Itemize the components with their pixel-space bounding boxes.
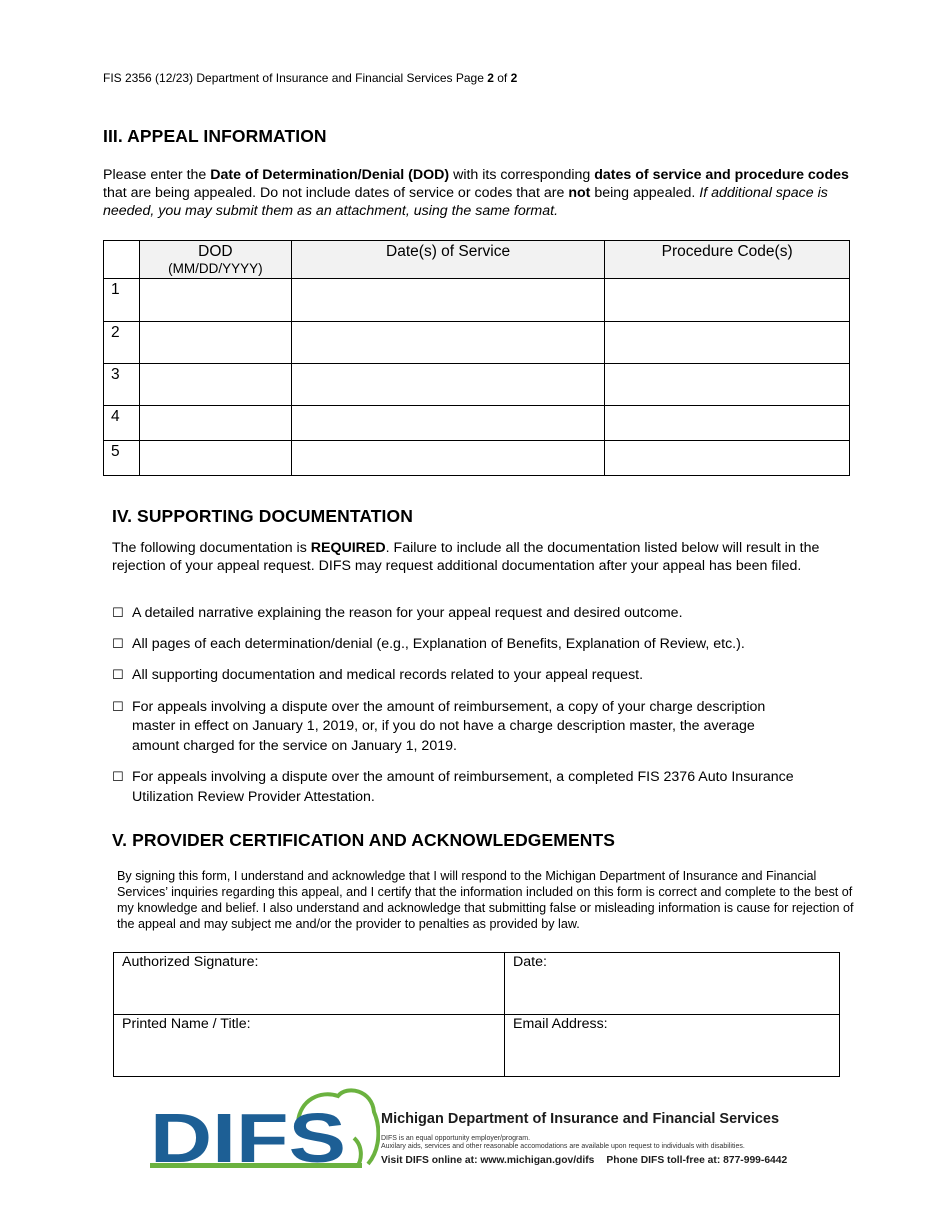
row-number: 2 bbox=[104, 322, 140, 364]
provider-certification-heading: V. PROVIDER CERTIFICATION AND ACKNOWLEDGEMENTS bbox=[112, 830, 616, 850]
authorized-signature-field[interactable] bbox=[114, 953, 505, 1015]
dates-of-service-field[interactable] bbox=[291, 322, 604, 364]
dod-field[interactable] bbox=[139, 322, 291, 364]
dates-of-service-header: Date(s) of Service bbox=[291, 241, 604, 279]
dod-field[interactable] bbox=[139, 279, 291, 322]
phone-number: Phone DIFS toll-free at: 877-999-6442 bbox=[606, 1155, 788, 1166]
table-row bbox=[104, 364, 850, 406]
checklist-text: All supporting documentation and medical records related to your appeal request. bbox=[132, 667, 644, 683]
procedure-codes-field[interactable] bbox=[605, 364, 850, 406]
page-current: 2 bbox=[487, 71, 494, 85]
appeal-information-heading: III. APPEAL INFORMATION bbox=[103, 126, 327, 146]
procedure-codes-field[interactable] bbox=[605, 406, 850, 441]
printed-name-title-field[interactable] bbox=[114, 1015, 505, 1077]
list-item bbox=[112, 768, 852, 807]
checklist-text: A detailed narrative explaining the reason for your appeal request and desired outcome. bbox=[132, 605, 683, 621]
org-name: Michigan Department of Insurance and Financial Services bbox=[381, 1111, 780, 1127]
equal-opportunity-note: DIFS is an equal opportunity employer/program. bbox=[381, 1135, 531, 1142]
dod-header: DOD (MM/DD/YYYY) bbox=[139, 241, 291, 279]
page-of: of bbox=[493, 71, 511, 85]
accommodations-note: Auxilary aids, services and other reasonable accomodations are available upon request to individuals with disabilities. bbox=[381, 1143, 745, 1150]
row-number: 4 bbox=[104, 406, 140, 441]
checkbox-icon[interactable]: ☐ bbox=[112, 770, 124, 785]
checklist-text: For appeals involving a dispute over the amount of reimbursement, a completed FIS 2376 Auto Insurance Utilization Review Provider Attestation. bbox=[132, 769, 794, 805]
list-item bbox=[112, 604, 852, 624]
checkbox-icon[interactable]: ☐ bbox=[112, 606, 124, 621]
supporting-intro-paragraph: The following documentation is REQUIRED. Failure to include all the documentation listed below will result in the rejection of your appeal request. DIFS may request additional documentation after your appeal has been filed. bbox=[112, 540, 820, 574]
dates-of-service-field[interactable] bbox=[291, 279, 604, 322]
procedure-codes-header: Procedure Code(s) bbox=[605, 241, 850, 279]
dod-field[interactable] bbox=[139, 441, 291, 476]
authorized-signature-label: Authorized Signature: bbox=[122, 954, 259, 970]
row-number: 3 bbox=[104, 364, 140, 406]
list-item bbox=[112, 635, 852, 655]
contact-line bbox=[381, 1155, 787, 1166]
page-header bbox=[103, 71, 517, 85]
email-address-label: Email Address: bbox=[513, 1016, 608, 1032]
form-id: FIS 2356 (12/23) Department of Insurance and Financial Services Page bbox=[103, 71, 488, 85]
checkbox-icon[interactable]: ☐ bbox=[112, 636, 124, 652]
dates-of-service-field[interactable] bbox=[291, 441, 604, 476]
checklist-text: For appeals involving a dispute over the amount of reimbursement, a copy of your charge description master in effect on January 1, 2019, or, if you do not have a charge description master, the average amount charged for the service on January 1, 2019. bbox=[132, 698, 766, 754]
procedure-codes-field[interactable] bbox=[605, 279, 850, 322]
row-number: 5 bbox=[104, 441, 140, 476]
list-item bbox=[112, 698, 852, 757]
checkbox-icon[interactable]: ☐ bbox=[112, 668, 124, 683]
row-number-header bbox=[104, 241, 140, 279]
procedure-codes-field[interactable] bbox=[605, 441, 850, 476]
dod-field[interactable] bbox=[139, 364, 291, 406]
date-field[interactable] bbox=[505, 953, 840, 1015]
list-item bbox=[112, 666, 852, 686]
dod-field[interactable] bbox=[139, 406, 291, 441]
difs-logo bbox=[148, 1088, 380, 1172]
documentation-checklist bbox=[112, 604, 852, 807]
date-label: Date: bbox=[513, 954, 547, 970]
svg-text:DIFS: DIFS bbox=[150, 1099, 346, 1172]
checkbox-icon[interactable]: ☐ bbox=[112, 699, 124, 715]
printed-name-title-label: Printed Name / Title: bbox=[122, 1016, 251, 1032]
certification-paragraph: By signing this form, I understand and acknowledge that I will respond to the Michigan Department of Insurance and Financial Services’ inquiries regarding this appeal, and I certify that the information included on this form is correct and complete to the best of my knowledge and belief. I also understand and acknowledge that submitting false or misleading information is cause for rejection of the appeal and may subject me and/or the provider to penalties as provided by law. bbox=[117, 869, 854, 931]
dates-of-service-field[interactable] bbox=[291, 364, 604, 406]
page-total: 2 bbox=[510, 71, 518, 85]
website-link[interactable]: Visit DIFS online at: www.michigan.gov/difs bbox=[381, 1155, 595, 1166]
appeal-table bbox=[103, 240, 850, 476]
row-number: 1 bbox=[104, 279, 140, 322]
procedure-codes-field[interactable] bbox=[605, 322, 850, 364]
checklist-text: All pages of each determination/denial (e.g., Explanation of Benefits, Explanation of Review, etc.). bbox=[132, 635, 745, 652]
table-row bbox=[104, 279, 850, 322]
table-row bbox=[104, 441, 850, 476]
appeal-intro-paragraph: Please enter the Date of Determination/Denial (DOD) with its corresponding dates of service and procedure codes that are being appealed. Do not include dates of service or codes that are not being appealed. If additional space is needed, you may submit them as an attachment, using the same format. bbox=[103, 167, 849, 219]
email-address-field[interactable] bbox=[505, 1015, 840, 1077]
table-row bbox=[104, 322, 850, 364]
supporting-documentation-heading: IV. SUPPORTING DOCUMENTATION bbox=[112, 506, 413, 526]
footer bbox=[148, 1088, 808, 1178]
table-row bbox=[104, 406, 850, 441]
dates-of-service-field[interactable] bbox=[291, 406, 604, 441]
signature-table bbox=[113, 952, 840, 1077]
